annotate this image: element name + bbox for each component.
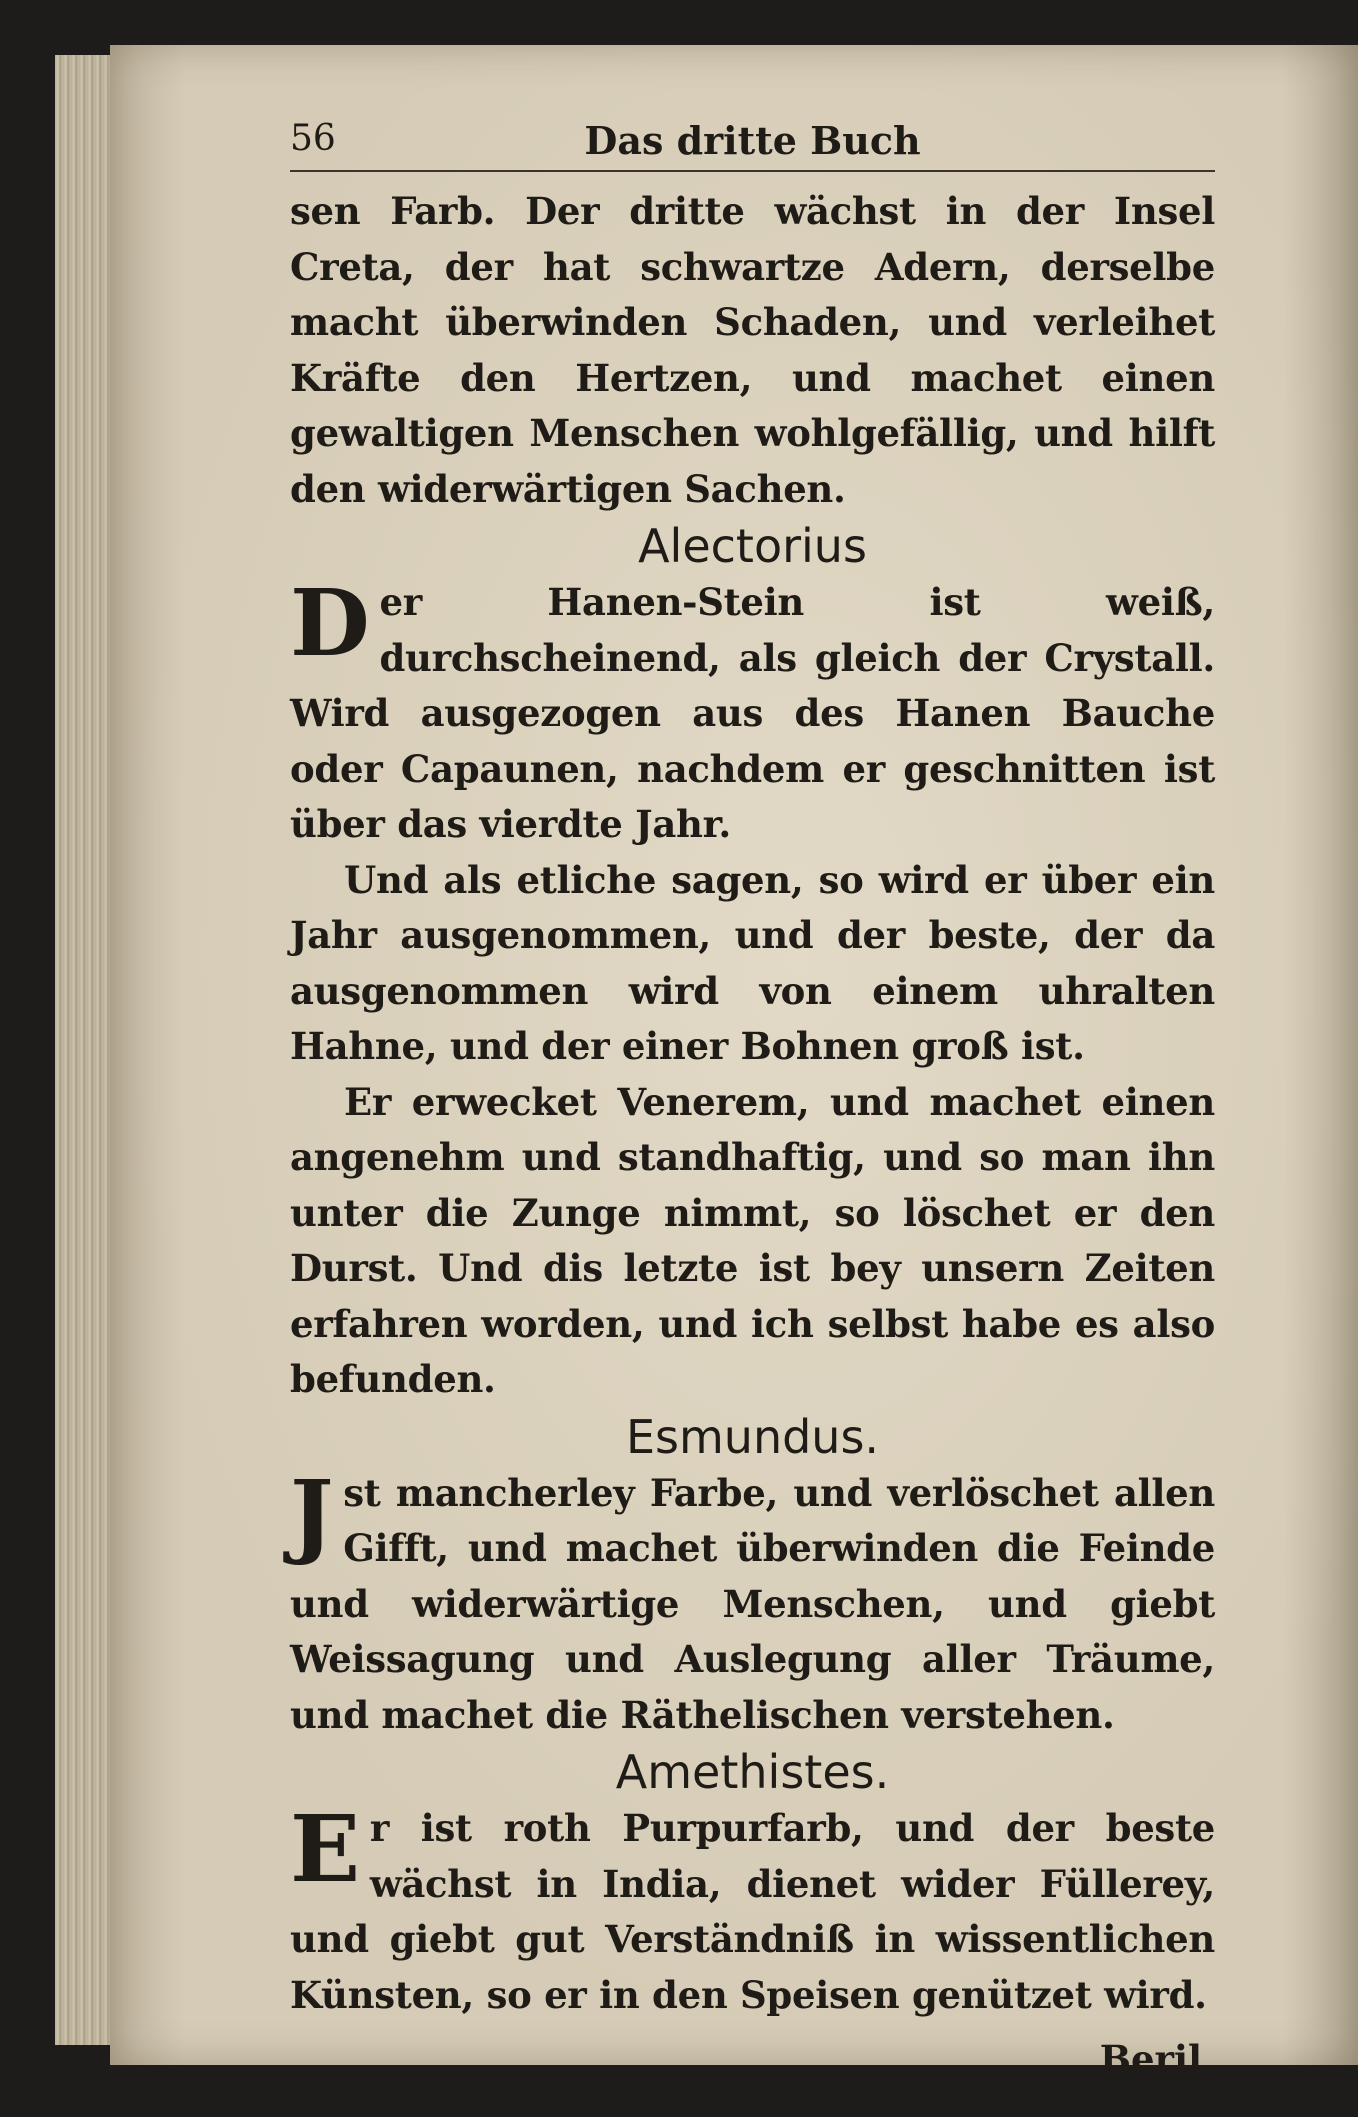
intro-paragraph: sen Farb. Der dritte wächst in der Insel Creta, der hat schwartze Adern, derselbe macht überwinden Schaden, und verleihet Kräfte den Hertzen, und machet einen gewaltigen Menschen wohlgefällig, und hilft den widerwärtigen Sachen. xyxy=(290,189,1215,511)
alectorius-text-1: er Hanen-Stein ist weiß, durchscheinend, als gleich der Crystall. Wird ausgezogen aus des Hanen Bauche oder Capaunen, nachdem er geschnitten ist über das vierdte Jahr. xyxy=(290,580,1215,846)
page-number: 56 xyxy=(290,118,336,159)
alectorius-paragraph-2: Und als etliche sagen, so wird er über ein Jahr ausgenommen, und der beste, der da ausgenommen wird von einem uhralten Hahne, und der einer Bohnen groß ist. xyxy=(290,857,1215,1068)
drop-cap-e: E xyxy=(290,1795,360,1903)
drop-cap-j: J xyxy=(290,1459,334,1568)
catchword: Beril. xyxy=(1099,2037,1215,2081)
page-edges xyxy=(55,55,115,2045)
alectorius-paragraph-1 xyxy=(290,569,1215,853)
amethistes-text: r ist roth Purpurfarb, und der beste wächst in India, dienet wider Füllerey, und giebt gut Verständniß in wissentlichen Künsten, so er in den Speisen genützet wird. xyxy=(290,1806,1215,2017)
heading-esmundus: Esmundus. xyxy=(625,1409,880,1464)
heading-amethistes: Amethistes. xyxy=(615,1745,890,1799)
esmundus-paragraph xyxy=(290,1459,1215,1744)
esmundus-text: st mancherley Farbe, und verlöschet allen Gifft, und machet überwinden die Feinde und widerwärtige Menschen, und giebt Weissagung und Auslegung aller Träume, und machet die Räthelischen verstehen. xyxy=(290,1470,1215,1737)
alectorius-paragraph-3: Er erwecket Venerem, und machet einen angenehm und standhaftig, und so man ihn unter die Zunge nimmt, so löschet er den Durst. Und dis letzte ist bey unsern Zeiten erfahren worden, und ich selbst habe es also befunden. xyxy=(290,1079,1215,1401)
drop-cap-d: D xyxy=(290,569,370,677)
running-head xyxy=(290,110,1215,172)
amethistes-paragraph xyxy=(290,1795,1215,2023)
heading-alectorius: Alectorius xyxy=(638,519,867,573)
page-text xyxy=(290,110,1215,2081)
running-title: Das dritte Buch xyxy=(584,118,921,163)
